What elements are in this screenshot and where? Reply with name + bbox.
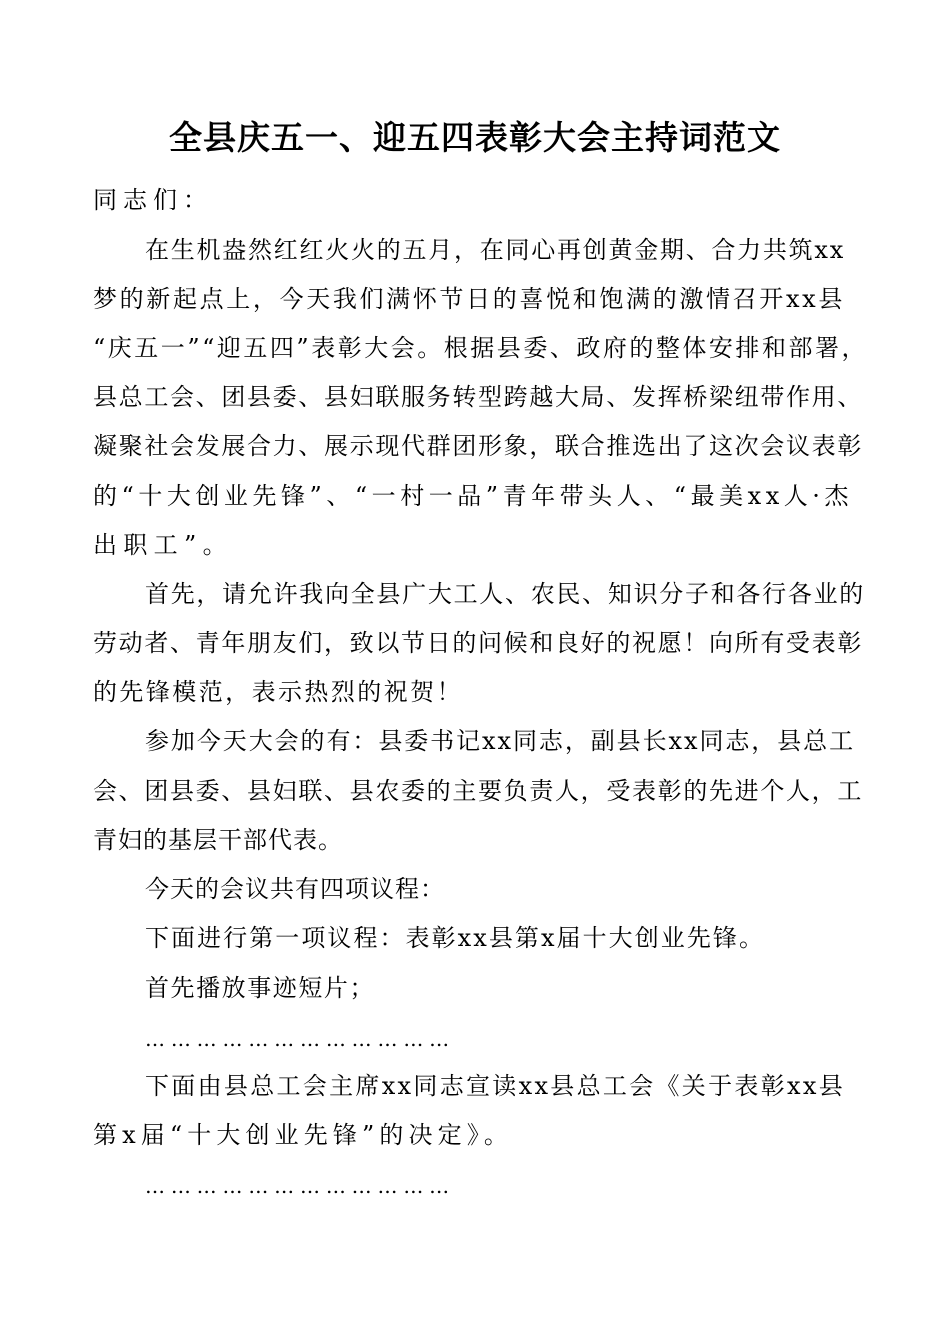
paragraph-line: 第x届“十大创业先锋”的决定》。 xyxy=(93,1121,513,1149)
ellipsis-separator: ……………………………… xyxy=(145,1027,455,1051)
paragraph-line: 凝聚社会发展合力、展示现代群团形象，联合推选出了这次会议表彰 xyxy=(93,432,863,460)
paragraph-line: 下面由县总工会主席xx同志宣读xx县总工会《关于表彰xx县 xyxy=(145,1072,845,1100)
paragraph-line: 下面进行第一项议程：表彰xx县第x届十大创业先锋。 xyxy=(145,924,765,952)
paragraph-line: 劳动者、青年朋友们，致以节日的问候和良好的祝愿！向所有受表彰 xyxy=(93,629,863,657)
salutation: 同志们： xyxy=(93,186,213,214)
paragraph-line: 首先，请允许我向全县广大工人、农民、知识分子和各行各业的 xyxy=(145,580,865,608)
ellipsis-separator: ……………………………… xyxy=(145,1174,455,1198)
paragraph-line: 县总工会、团县委、县妇联服务转型跨越大局、发挥桥梁纽带作用、 xyxy=(93,383,863,411)
paragraph-line: 青妇的基层干部代表。 xyxy=(93,826,343,854)
paragraph-line: 会、团县委、县妇联、县农委的主要负责人，受表彰的先进个人，工 xyxy=(93,777,863,805)
paragraph-line: 参加今天大会的有：县委书记xx同志，副县长xx同志，县总工 xyxy=(145,727,855,755)
paragraph-line: 在生机盎然红红火火的五月，在同心再创黄金期、合力共筑xx xyxy=(145,236,845,264)
paragraph-line: 首先播放事迹短片； xyxy=(145,974,375,1002)
paragraph-line: 梦的新起点上，今天我们满怀节日的喜悦和饱满的激情召开xx县 xyxy=(93,285,845,313)
paragraph-line: 的“十大创业先锋”、“一村一品”青年带头人、“最美xx人·杰 xyxy=(93,482,853,510)
paragraph-line: 出职工”。 xyxy=(93,531,233,559)
document-title: 全县庆五一、迎五四表彰大会主持词范文 xyxy=(169,118,781,157)
paragraph-line: 的先锋模范，表示热烈的祝贺！ xyxy=(93,678,463,706)
paragraph-line: “庆五一”“迎五四”表彰大会。根据县委、政府的整体安排和部署， xyxy=(93,334,868,362)
paragraph-line: 今天的会议共有四项议程： xyxy=(145,875,445,903)
